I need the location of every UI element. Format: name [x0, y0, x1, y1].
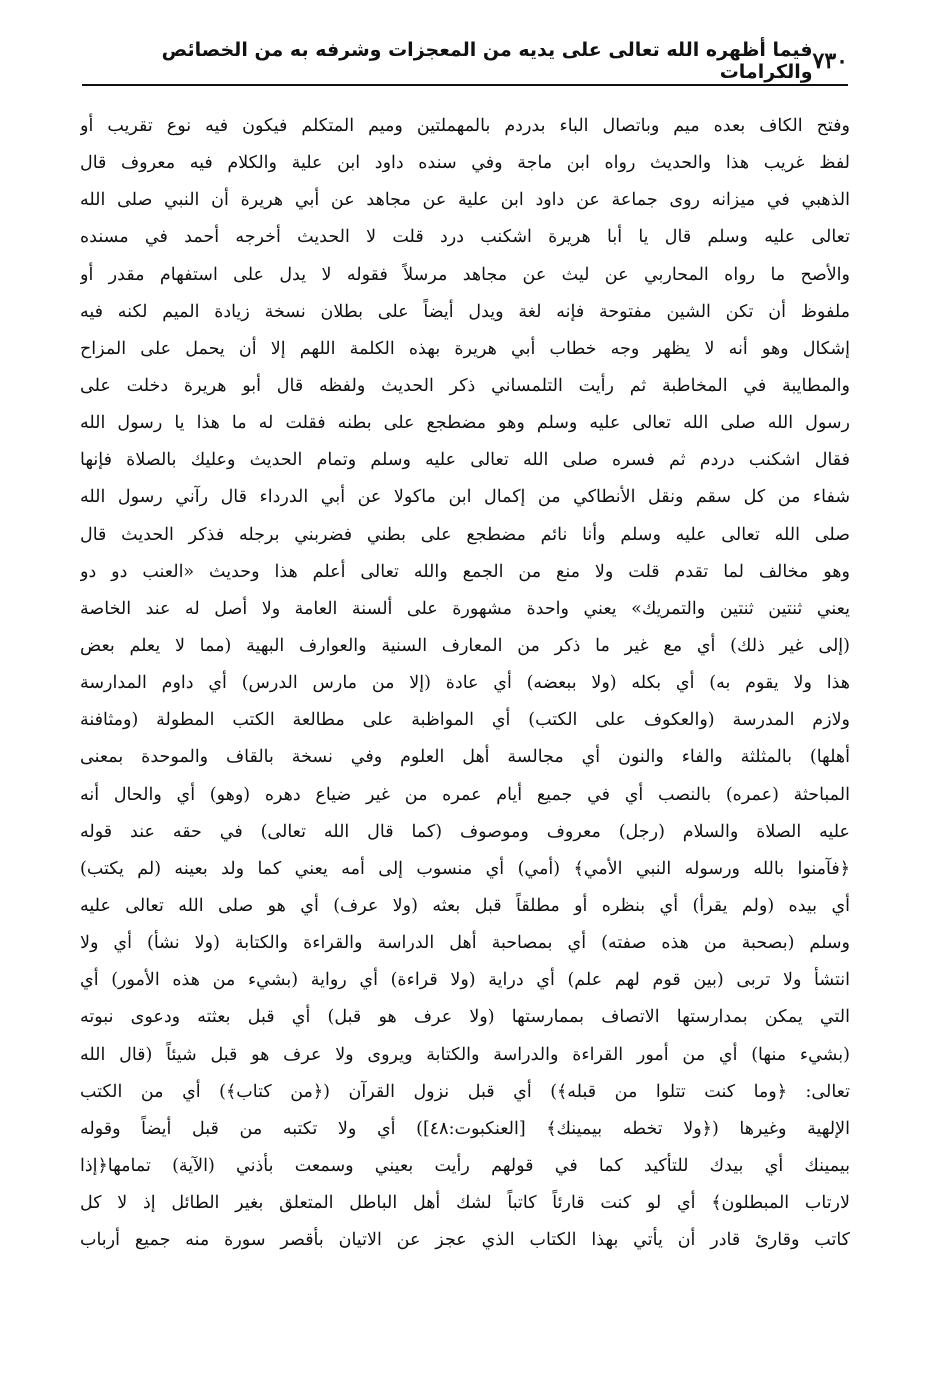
running-title: فيما أظهره الله تعالى على يديه من المعجزات وشرفه به من الخصائص والكرامات — [161, 39, 813, 83]
page-header — [82, 38, 848, 86]
text-line: هذا ولا يقوم به) أي بكله (ولا ببعضه) أي عادة (إلا من مارس الدرس) أي داوم المدارسة — [80, 673, 850, 694]
text-line: أي بيده (ولم يقرأ) أي بنظره أو مطلقاً قبل بعثه (ولا عرف) أي هو صلى الله تعالى عليه — [80, 895, 850, 916]
text-line: والمطايبة في المخاطبة ثم رأيت التلمساني ذكر الحديث ولفظه قال أبو هريرة دخلت على — [80, 375, 850, 396]
text-line: شفاء من كل سقم ونقل الأنطاكي من إكمال ابن ماكولا عن أبي الدرداء قال رآني رسول الله — [80, 487, 850, 508]
text-line: تعالى: ﴿وما كنت تتلوا من قبله﴾) أي قبل نزول القرآن (﴿من كتاب﴾) أي من الكتب — [80, 1081, 850, 1102]
text-line: إشكال وهو أنه لا يظهر وجه خطاب أبي هريرة بهذه الكلمة اللهم إلا أن يحمل على المزاح — [80, 338, 850, 359]
text-line: رسول الله صلى الله تعالى عليه وسلم وهو مضطجع على بطنه فقلت له ما هذا يا رسول الله — [80, 413, 850, 434]
text-line: عليه الصلاة والسلام (رجل) معروف وموصوف (كما قال الله تعالى) في حقه عند قوله — [80, 821, 850, 842]
text-line: انتشأ ولا تربى (بين قوم لهم علم) أي دراية (ولا قراءة) أي رواية (بشيء من هذه الأمور) أي — [80, 970, 850, 991]
text-line: يعني ثنتين ثنتين والتمريك» يعني واحدة مشهورة على ألسنة العامة ولا أصل له عند الخاصة — [80, 598, 850, 619]
text-line: التي يمكن بمدارستها الاتصاف بممارستها (ولا عرف هو قبل) أي قبل بعثته ودعوى نبوته — [80, 1007, 850, 1028]
text-line: ﴿فآمنوا بالله ورسوله النبي الأمي﴾ (أمي) أي منسوب إلى أمه يعني كما ولد بعينه (لم يكتب) — [80, 858, 850, 879]
text-line: وسلم (بصحبة من هذه صفته) أي بمصاحبة أهل الدراسة والقراءة والكتابة (ولا نشأ) أي ولا — [80, 933, 850, 954]
page-number: ٧٣٠ — [812, 48, 848, 74]
text-line: فقال اشكنب دردم ثم فسره صلى الله تعالى عليه وسلم وتمام الحديث وعليك بالصلاة فإنها — [80, 450, 850, 471]
text-line: أهلها) بالمثلثة والفاء والنون أي مجالسة أهل العلوم وفي نسخة بالقاف والموحدة بمعنى — [80, 747, 850, 768]
text-line: بيمينك أي بيدك للتأكيد كما في قولهم رأيت بعيني وسمعت بأذني (الآية) تمامها﴿إذا — [80, 1155, 850, 1176]
text-line: وفتح الكاف بعده ميم وباتصال الباء بدردم بالمهملتين وميم المتكلم فيكون فيه نوع تقريب أو — [80, 116, 850, 136]
body-text — [80, 108, 850, 1348]
text-line: ملفوظ أن تكن الشين مفتوحة فإنه لغة ويدل أيضاً على بطلان نسخة زيادة الميم لكنه فيه — [80, 301, 850, 322]
text-line: ولازم المدرسة (والعكوف على الكتب) أي المواظبة على مطالعة الكتب المطولة (ومثافنة — [80, 710, 850, 731]
text-line: لفظ غريب هذا والحديث رواه ابن ماجة وفي سنده داود ابن علية والكلام فيه معروف قال — [80, 153, 850, 174]
text-line: لارتاب المبطلون﴾ أي لو كنت قارئاً كاتباً لشك أهل الباطل المتعلق بغير الطائل إذ لا كل — [80, 1193, 850, 1214]
text-line: والأصح ما رواه المحاربي عن ليث عن مجاهد مرسلاً فقوله لا يدل على استفهام مقدر أو — [80, 264, 850, 285]
text-line: (بشيء منها) أي من أمور القراءة والدراسة والكتابة ويروى ولا عرف هو قبل شيئاً (قال الله — [80, 1044, 850, 1065]
text-line: الإلهية وغيرها (﴿ولا تخطه بيمينك﴾ [العنكبوت:٤٨]) أي ولا تكتبه من قبل أيضاً وقوله — [80, 1118, 850, 1139]
text-line: كاتب وقارئ قادر أن يأتي بهذا الكتاب الذي عجز عن الاتيان بأقصر سورة منه جميع أرباب — [80, 1230, 850, 1251]
text-line: وهو مخالف لما تقدم قلت ولا منع من الجمع والله تعالى أعلم هذا وحديث «العنب دو دو — [80, 561, 850, 582]
text-line: المباحثة (عمره) بالنصب أي في جميع أيام عمره من غير ضياع دهره (وهو) أي والحال أنه — [80, 784, 850, 805]
text-line: صلى الله تعالى عليه وسلم وأنا نائم مضطجع على بطني فضربني برجله فذكر الحديث قال — [80, 524, 850, 545]
text-line: تعالى عليه وسلم قال يا أبا هريرة اشكنب درد قلت لا الحديث أخرجه أحمد في مسنده — [80, 227, 850, 248]
text-line: (إلى غير ذلك) أي مع غير ما ذكر من المعارف السنية والعوارف البهية (مما لا يعلم بعض — [80, 635, 850, 656]
text-line: الذهبي في ميزانه روى جماعة عن داود ابن علية عن مجاهد عن أبي هريرة أن النبي صلى الله — [80, 190, 850, 211]
